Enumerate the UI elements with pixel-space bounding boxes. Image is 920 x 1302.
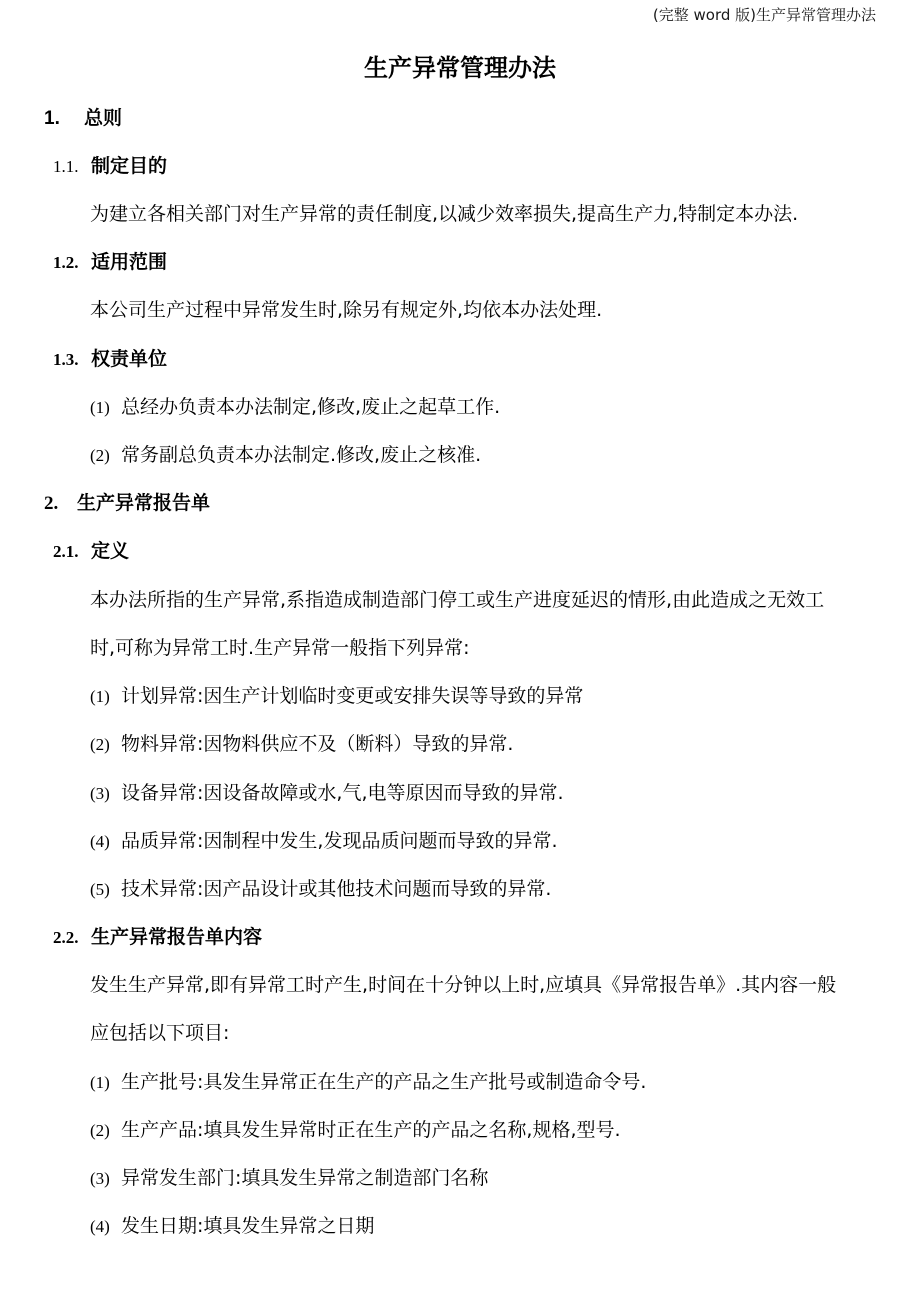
paragraph-line: 时,可称为异常工时.生产异常一般指下列异常: — [90, 637, 470, 659]
list-item — [90, 778, 564, 809]
list-item-number: (4) — [90, 832, 110, 851]
subsection-number: 1.1. — [53, 157, 79, 176]
list-item-text: 物料异常:因物料供应不及（断料）导致的异常. — [121, 733, 514, 755]
section-1-heading — [44, 103, 122, 134]
list-item — [90, 681, 583, 712]
list-item-text: 异常发生部门:填具发生异常之制造部门名称 — [121, 1167, 489, 1189]
list-item-text: 总经办负责本办法制定,修改,废止之起草工作. — [121, 396, 501, 418]
list-item-number: (1) — [90, 687, 110, 706]
list-item-number: (1) — [90, 1073, 110, 1092]
paragraph: 本公司生产过程中异常发生时,除另有规定外,均依本办法处理. — [90, 299, 603, 321]
list-item — [90, 1115, 621, 1146]
subsection-number: 2.2. — [53, 928, 79, 947]
subsection-title: 制定目的 — [91, 155, 168, 177]
list-item — [90, 392, 500, 423]
subsection-number: 1.3. — [53, 350, 79, 369]
list-item-text: 计划异常:因生产计划临时变更或安排失误等导致的异常 — [121, 685, 584, 707]
paragraph: 为建立各相关部门对生产异常的责任制度,以减少效率损失,提高生产力,特制定本办法. — [90, 203, 799, 225]
subsection-title: 生产异常报告单内容 — [91, 926, 263, 948]
subsection-number: 1.2. — [53, 253, 79, 272]
subsection-title: 权责单位 — [91, 348, 168, 370]
list-item-text: 生产产品:填具发生异常时正在生产的产品之名称,规格,型号. — [121, 1119, 621, 1141]
list-item-text: 品质异常:因制程中发生,发现品质问题而导致的异常. — [121, 830, 558, 852]
list-item-text: 常务副总负责本办法制定.修改,废止之核准. — [121, 444, 482, 466]
subsection-2-1-heading — [53, 536, 129, 567]
section-number: 2. — [44, 493, 59, 514]
subsection-2-2-heading — [53, 922, 262, 953]
subsection-1-3-heading — [53, 344, 167, 375]
subsection-1-2-heading — [53, 247, 167, 278]
list-item-number: (2) — [90, 446, 110, 465]
list-item-number: (5) — [90, 880, 110, 899]
list-item-number: (3) — [90, 1169, 110, 1188]
list-item — [90, 1163, 488, 1194]
list-item — [90, 874, 551, 905]
list-item — [90, 1067, 646, 1098]
paragraph-line: 应包括以下项目: — [90, 1022, 230, 1044]
list-item-number: (1) — [90, 398, 110, 417]
list-item-number: (2) — [90, 1121, 110, 1140]
running-header: (完整 word 版)生产异常管理办法 — [652, 6, 876, 24]
list-item-text: 技术异常:因产品设计或其他技术问题而导致的异常. — [121, 878, 552, 900]
list-item — [90, 440, 481, 471]
list-item-text: 生产批号:具发生异常正在生产的产品之生产批号或制造命令号. — [121, 1071, 647, 1093]
list-item-number: (4) — [90, 1217, 110, 1236]
list-item — [90, 826, 557, 857]
list-item — [90, 1211, 374, 1242]
subsection-title: 定义 — [91, 540, 130, 562]
section-number: 1. — [44, 108, 60, 129]
list-item-text: 发生日期:填具发生异常之日期 — [121, 1215, 375, 1237]
list-item-text: 设备异常:因设备故障或水,气,电等原因而导致的异常. — [121, 782, 564, 804]
subsection-title: 适用范围 — [91, 251, 168, 273]
document-title: 生产异常管理办法 — [364, 54, 556, 82]
subsection-number: 2.1. — [53, 542, 79, 561]
list-item-number: (3) — [90, 784, 110, 803]
section-2-heading — [44, 488, 210, 519]
list-item — [90, 729, 513, 760]
subsection-1-1-heading — [53, 151, 167, 182]
section-title: 总则 — [84, 107, 123, 129]
paragraph-line: 本办法所指的生产异常,系指造成制造部门停工或生产进度延迟的情形,由此造成之无效工 — [90, 589, 825, 611]
paragraph-line: 发生生产异常,即有异常工时产生,时间在十分钟以上时,应填具《异常报告单》.其内容一般 — [90, 974, 837, 996]
section-title: 生产异常报告单 — [77, 492, 211, 514]
list-item-number: (2) — [90, 735, 110, 754]
